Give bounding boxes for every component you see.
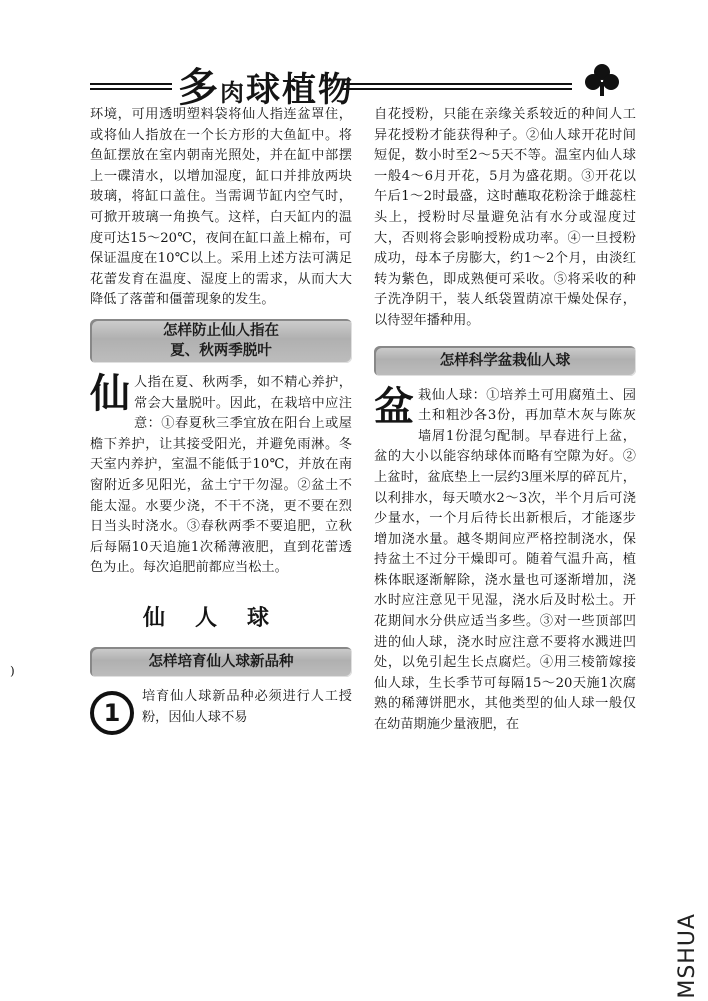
title-rest: 球植物 bbox=[246, 70, 354, 110]
section-heading-line1: 怎样防止仙人指在 bbox=[163, 322, 279, 339]
paragraph-body: 培育仙人球新品种必须进行人工授粉，因仙人球不易 bbox=[142, 689, 352, 726]
header-rule-left bbox=[90, 83, 172, 90]
right-intro-paragraph: 自花授粉，只能在亲缘关系较近的种间人工异花授粉才能获得种子。②仙人球开花时间短促，数小时至2～5天不等。温室内仙人球一般4～6月开花，5月为盛花期。③开花以午后1～2时最盛，这时蘸取花粉涂于雌蕊柱头上，授粉时尽量避免沾有水分或湿度过大，否则将会影响授粉成功率。④一旦授粉成功，母本子房膨大，约1～2个月，由淡红转为紫色，即成熟便可采收。⑤将采收的种子洗净阴干，装人纸袋置荫凉干燥处保存，以待翌年播种用。 bbox=[374, 107, 636, 328]
section-heading-text: 怎样科学盆栽仙人球 bbox=[439, 352, 571, 369]
paragraph-body: 人指在夏、秋两季，如不精心养护，常会大量脱叶。因此，在栽培中应注意：①春夏秋三季宜放在阳台上或屋檐下养护，让其接受阳光，并避免雨淋。冬天室内养护，室温不能低于10℃，并放在南窗附近多见阳光，盆土宁干勿湿。②盆土不能太湿。水要少浇，不干不浇，更不要在烈日当头时浇水。③春秋两季不要追肥，立秋后每隔10天追施1次稀薄液肥，直到花蕾透色为止。每次追肥前都应当松土。 bbox=[90, 374, 352, 576]
left-column bbox=[90, 105, 352, 737]
header-rule-right bbox=[342, 83, 572, 90]
circled-number: 1 bbox=[90, 691, 134, 735]
right-column bbox=[374, 105, 636, 736]
title-char-rou: 肉 bbox=[220, 79, 246, 107]
new-varieties-paragraph bbox=[90, 687, 352, 728]
chapter-title: 仙人球 bbox=[142, 605, 299, 631]
title-char-duo: 多 bbox=[178, 65, 220, 111]
left-intro-paragraph: 环境，可用透明塑料袋将仙人指连盆罩住，或将仙人指放在一个长方形的大鱼缸中。将鱼缸摆放在室内朝南光照处，并在缸中部摆上一碟清水，以增加湿度，缸口并排放两块玻璃，将缸口盖住。当需调节缸内空气时，可掀开玻璃一角换气。这样，白天缸内的温度可达15～20℃，夜间在缸口盖上棉布，可保证温度在10℃以上。采用上述方法可满足花蕾发育在温度、湿度上的需求，从而大大降低了落蕾和僵蕾现象的发生。 bbox=[90, 107, 352, 308]
dropcap: 仙 bbox=[90, 370, 130, 417]
section-heading-line2: 夏、秋两季脱叶 bbox=[170, 342, 272, 359]
page-header bbox=[90, 56, 650, 111]
potting-paragraph bbox=[374, 383, 636, 736]
section-heading-prevent-leaf-drop bbox=[90, 319, 352, 363]
section-heading-potting bbox=[374, 346, 636, 376]
paragraph-body: 栽仙人球：①培养土可用腐殖土、园土和粗沙各3份，再加草木灰与陈灰墙屑1份混匀配制。早春进行上盆，盆的大小以能容纳球体而略有空隙为好。②上盆时，盆底垫上一层约3厘米厚的碎瓦片，以利排水，每天喷水2～3次，半个月后可浇少量水，一个月后待长出新根后，才能逐步增加浇水量。越冬期间应严格控制浇水，保持盆土不过分干燥即可。随着气温升高，植株体眠逐渐解除，浇水量也可逐渐增加，浇水时应注意见干见湿，浇水后及时松土。开花期间水分供应适当多些。③对一些顶部凹进的仙人球，浇水时应注意不要将水溅进凹处，以免引起生长点腐烂。④用三棱箭嫁接仙人球，生长季节可每隔15～20天施1次腐熟的稀薄饼肥水，其他类型的仙人球一般仅在幼苗期施少量液肥，在 bbox=[374, 387, 636, 733]
prevent-leaf-drop-paragraph bbox=[90, 370, 352, 579]
margin-mark: ) bbox=[10, 664, 15, 678]
clover-icon bbox=[582, 62, 622, 98]
section-heading-text: 怎样培育仙人球新品种 bbox=[148, 654, 294, 671]
section-heading-new-varieties bbox=[90, 647, 352, 677]
watermark: MSHUA bbox=[675, 913, 700, 999]
dropcap: 盆 bbox=[374, 383, 414, 430]
